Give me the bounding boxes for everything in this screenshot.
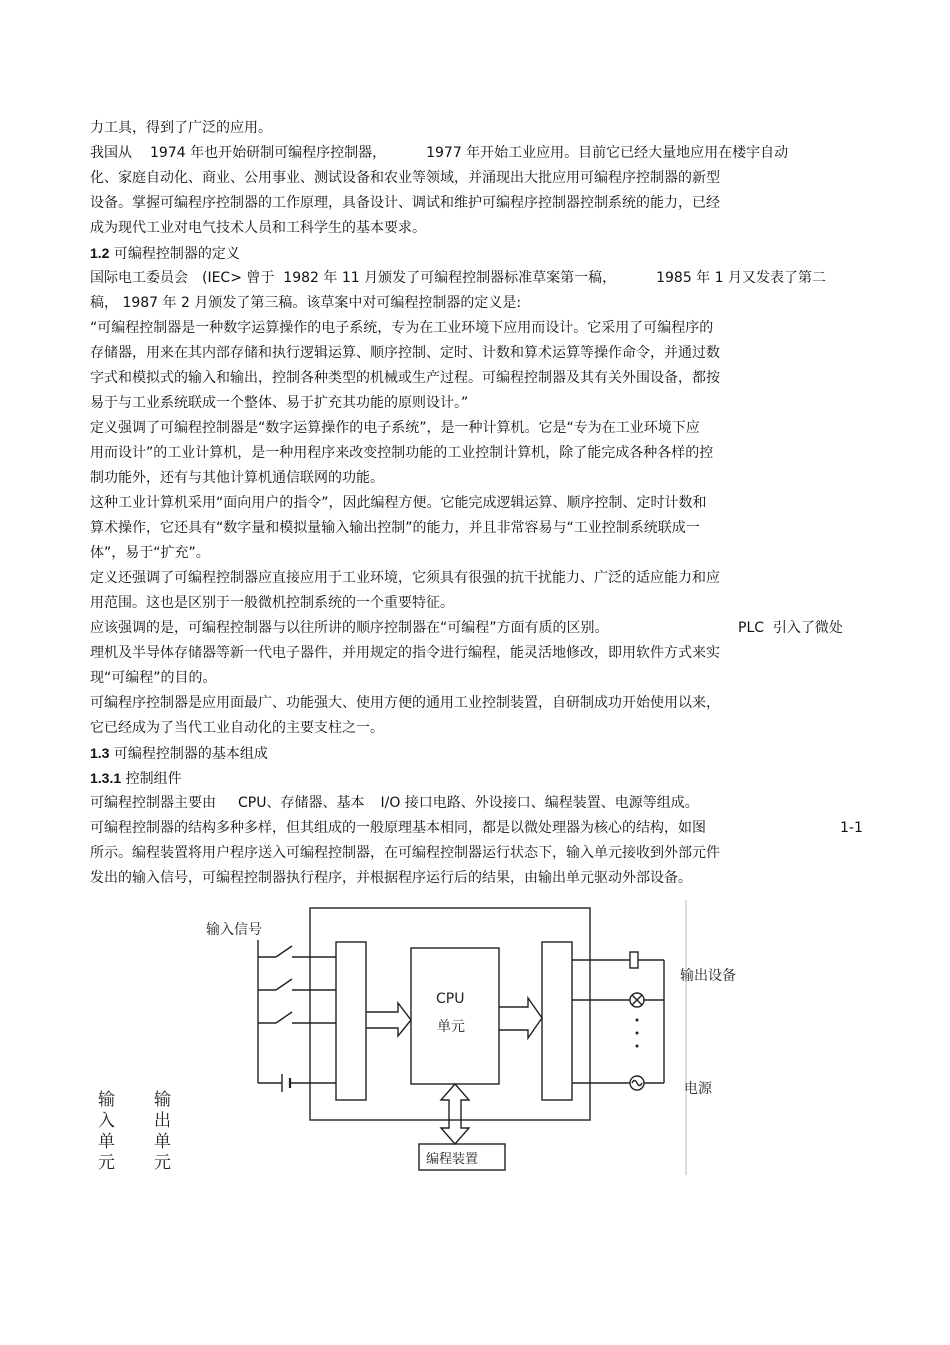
relay-coil — [630, 952, 638, 968]
ellipsis-dot — [636, 1045, 638, 1047]
cpu-box — [411, 948, 499, 1084]
cpu-label: CPU — [436, 991, 465, 1007]
cpu-programmer-arrow — [441, 1084, 469, 1144]
figure-reference: 1-1 — [840, 820, 863, 836]
quote-line: “可编程控制器是一种数字运算操作的电子系统，专为在工业环境下应用而设计。它采用了可编程序的 — [90, 320, 714, 336]
paragraph-line: 现“可编程”的目的。 — [90, 670, 217, 686]
cpu-unit-label: 单元 — [437, 1019, 465, 1035]
ac-source-symbol — [632, 1081, 642, 1086]
paragraph-line-tail: PLC 引入了微处 — [738, 620, 843, 636]
paragraph-line: 这种工业计算机采用“面向用户的指令”，因此编程方便。它能完成逻辑运算、顺序控制、定时计数和 — [90, 495, 707, 511]
input-signal-label: 输入信号 — [206, 922, 262, 938]
ellipsis-dot — [636, 1019, 638, 1021]
cpu-to-output-arrow — [499, 998, 542, 1038]
paragraph-line: 发出的输入信号，可编程控制器执行程序，并根据程序运行后的结果，由输出单元驱动外部设备。 — [90, 870, 692, 886]
section-number: 1.3 — [90, 745, 110, 761]
paragraph-line: 所示。编程装置将用户程序送入可编程控制器，在可编程控制器运行状态下，输入单元接收到外部元件 — [90, 845, 720, 861]
output-unit-box — [542, 942, 572, 1100]
input-unit-label: 输入单元 — [94, 1090, 114, 1174]
paragraph-line: 它已经成为了当代工业自动化的主要支柱之一。 — [90, 720, 384, 736]
paragraph-line: 力工具，得到了广泛的应用。 — [90, 120, 272, 136]
section-number: 1.3.1 — [90, 770, 122, 786]
paragraph-line: 理机及半导体存储器等新一代电子器件，并用规定的指令进行编程，能灵活地修改，即用软件方式来实 — [90, 645, 720, 661]
text-run: 1977 年开始工业应用。目前它已经大量地应用在楼宇自动 — [426, 145, 789, 161]
section-title: 控制组件 — [125, 771, 182, 787]
power-label: 电源 — [684, 1081, 712, 1097]
paragraph-line: 可编程序控制器是应用面最广、功能强大、使用方便的通用工业控制装置，自研制成功开始使用以来， — [90, 695, 720, 711]
switch-contact — [276, 946, 292, 957]
paragraph-line: 应该强调的是，可编程控制器与以往所讲的顺序控制器在“可编程”方面有质的区别。 — [90, 620, 609, 636]
switch-contact — [276, 979, 292, 990]
section-title: 可编程控制器的基本组成 — [113, 746, 268, 762]
text-run: CPU、存储器、基本 — [238, 795, 365, 811]
text-run: I/O 接口电路、外设接口、编程装置、电源等组成。 — [380, 795, 699, 811]
text-run: (IEC> 曾于 1982 年 11 月颁发了可编程控制器标准草案第一稿， — [202, 270, 617, 286]
quote-line: 存储器，用来在其内部存储和执行逻辑运算、顺序控制、定时、计数和算术运算等操作命令，并通过数 — [90, 345, 720, 361]
paragraph-line: 设备。掌握可编程序控制器的工作原理，具备设计、调试和维护可编程序控制器控制系统的能力，已经 — [90, 195, 720, 211]
paragraph-line: 用范围。这也是区别于一般微机控制系统的一个重要特征。 — [90, 595, 454, 611]
text-run: 可编程控制器主要由 — [90, 795, 216, 811]
section-title: 可编程控制器的定义 — [113, 246, 240, 262]
input-to-cpu-arrow — [366, 1003, 411, 1036]
paragraph-line: 算术操作，它还具有“数字量和模拟量输入输出控制”的能力，并且非常容易与“工业控制系统联成一 — [90, 520, 700, 536]
paragraph-line: 成为现代工业对电气技术人员和工科学生的基本要求。 — [90, 220, 426, 236]
output-device-label: 输出设备 — [680, 968, 736, 984]
input-unit-box — [336, 942, 366, 1100]
text-run: 1985 年 1 月又发表了第二 — [656, 270, 826, 286]
ellipsis-dot — [636, 1032, 638, 1034]
paragraph-line: 稿， 1987 年 2 月颁发了第三稿。该草案中对可编程控制器的定义是: — [90, 295, 522, 311]
text-run: 我国从 — [90, 145, 132, 161]
paragraph-line: 用而设计”的工业计算机，是一种用程序来改变控制功能的工业控制计算机，除了能完成各种各样的控 — [90, 445, 714, 461]
paragraph-line: 定义强调了可编程控制器是“数字运算操作的电子系统”，是一种计算机。它是“专为在工业环境下应 — [90, 420, 700, 436]
output-unit-label: 输出单元 — [150, 1090, 170, 1174]
text-run: 国际电工委员会 — [90, 270, 188, 286]
programmer-label: 编程装置 — [426, 1152, 479, 1167]
paragraph-line: 制功能外，还有与其他计算机通信联网的功能。 — [90, 470, 384, 486]
section-number: 1.2 — [90, 245, 110, 261]
switch-contact — [276, 1012, 292, 1023]
paragraph-line: 化、家庭自动化、商业、公用事业、测试设备和农业等领域，并涌现出大批应用可编程序控制器的新型 — [90, 170, 720, 186]
paragraph-line: 定义还强调了可编程控制器应直接应用于工业环境，它须具有很强的抗干扰能力、广泛的适应能力和应 — [90, 570, 720, 586]
paragraph-line: 可编程控制器的结构多种多样，但其组成的一般原理基本相同，都是以微处理器为核心的结构，如图 — [90, 820, 706, 836]
text-run: 1974 年也开始研制可编程序控制器， — [150, 145, 387, 161]
paragraph-line: 体”，易于“扩充”。 — [90, 545, 210, 561]
quote-line: 易于与工业系统联成一个整体、易于扩充其功能的原则设计。” — [90, 395, 469, 411]
plc-frame — [310, 908, 590, 1120]
quote-line: 字式和模拟式的输入和输出，控制各种类型的机械或生产过程。可编程控制器及其有关外围设备，都按 — [90, 370, 720, 386]
